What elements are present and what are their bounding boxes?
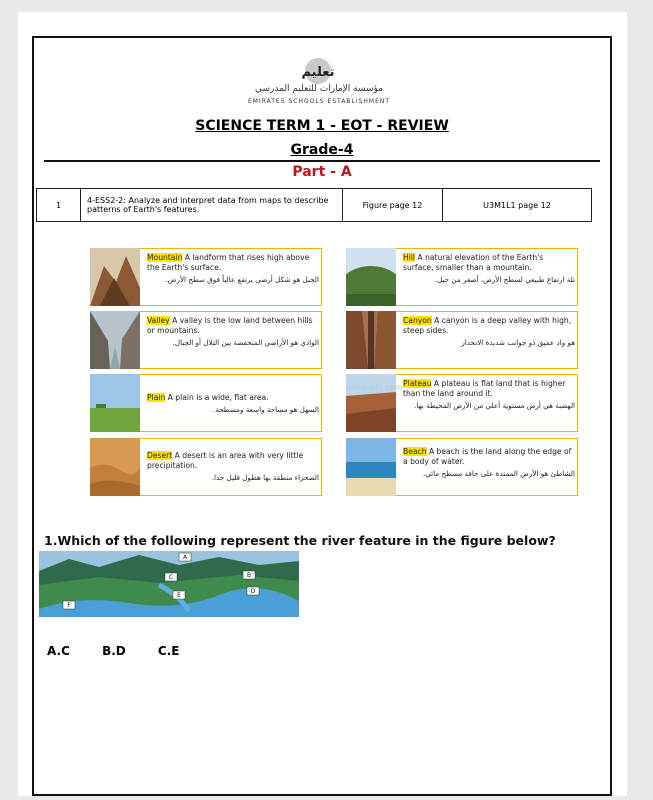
term-arabic: الوادي هو الأراضي المنخفضة بين التلال أو الجبال.: [172, 338, 319, 347]
landform-figure: [39, 551, 299, 617]
header-divider: [44, 160, 600, 162]
landform-card-desert: [90, 438, 322, 496]
term-definition: A canyon is a deep valley with high, steep sides.: [403, 316, 572, 335]
term-definition: A valley is the low land between hills or mountains.: [147, 316, 313, 335]
part-heading: Part - A: [292, 164, 352, 180]
hill-photo: [346, 248, 396, 306]
landform-card-plain: [90, 374, 322, 432]
option-b[interactable]: B.D: [102, 644, 126, 658]
term-label: Mountain: [147, 253, 183, 262]
term-label: Plateau: [403, 379, 432, 388]
landform-card-mountain: [90, 248, 322, 306]
term-arabic: الشاطئ هو الأرض الممتدة على حافة مسطح مائي.: [422, 469, 575, 478]
landform-card-canyon: [346, 311, 578, 369]
page-title: SCIENCE TERM 1 - EOT - REVIEW: [195, 118, 449, 134]
term-arabic: الجبل هو شكل أرضي يرتفع عالياً فوق سطح الأرض.: [165, 275, 319, 284]
term-label: Canyon: [403, 316, 432, 325]
figure-reference: Figure page 12: [343, 189, 443, 222]
logo-english-org: EMIRATES SCHOOLS ESTABLISHMENT: [247, 98, 391, 105]
term-definition: A plain is a wide, flat area.: [165, 393, 269, 402]
term-label: Plain: [147, 393, 166, 402]
figure-label-d: D: [250, 588, 256, 595]
figure-label-c: C: [168, 574, 174, 581]
option-a[interactable]: A.C: [47, 644, 70, 658]
landform-card-valley: [90, 311, 322, 369]
canyon-photo: [346, 311, 396, 369]
term-arabic: هو واد عميق ذو جوانب شديدة الانحدار: [461, 338, 575, 347]
term-arabic: الصحراء منطقة بها هطول قليل جدا.: [211, 473, 319, 482]
term-label: Hill: [403, 253, 416, 262]
landform-card-beach: [346, 438, 578, 496]
figure-label-e: E: [177, 592, 181, 599]
valley-photo: [90, 311, 140, 369]
unit-reference: U3M1L1 page 12: [443, 189, 592, 222]
page-border: [32, 36, 612, 796]
figure-label-f: F: [67, 602, 71, 609]
term-arabic: السهل هو مساحة واسعة ومسطحة.: [213, 405, 319, 414]
beach-photo: [346, 438, 396, 496]
term-definition: A desert is an area with very little precipitation.: [147, 451, 304, 470]
term-definition: A landform that rises high above the Earth's surface.: [147, 253, 310, 272]
term-arabic: تلة ارتفاع طبيعي لسطح الأرض، أصغر من جبل.: [434, 275, 575, 284]
plain-photo: [90, 374, 140, 432]
term-definition: A plateau is flat land that is higher than the land around it.: [403, 379, 566, 398]
grade-label: Grade-4: [290, 142, 354, 158]
school-logo: [234, 56, 404, 122]
logo-arabic-org: مؤسسة الإمارات للتعليم المدرسي: [255, 84, 383, 94]
landform-card-hill: [346, 248, 578, 306]
term-arabic: الهضبة هي أرض مستوية أعلى من الأرض المحيطة بها.: [414, 401, 575, 410]
answer-options: [47, 644, 207, 658]
option-c[interactable]: C.E: [157, 644, 180, 658]
figure-label-b: B: [246, 572, 252, 579]
term-definition: A natural elevation of the Earth's surface, smaller than a mountain.: [403, 253, 544, 272]
term-label: Beach: [403, 447, 427, 456]
question-text: 1.Which of the following represent the river feature in the figure below?: [44, 533, 556, 548]
row-number: 1: [37, 189, 81, 222]
worksheet-page: [18, 12, 627, 796]
term-label: Desert: [147, 451, 173, 460]
watermark: almanahj.com: [346, 383, 403, 392]
standards-table: [36, 188, 592, 222]
term-definition: A beach is the land along the edge of a body of water.: [403, 447, 572, 466]
standard-description: 4-ESS2-2: Analyze and interpret data from maps to describe patterns of Earth's features.: [81, 189, 343, 222]
taaleem-logo-icon: [292, 56, 344, 86]
table-row: [37, 189, 592, 222]
desert-photo: [90, 438, 140, 496]
figure-label-a: A: [182, 554, 188, 561]
svg-text:تعليم: تعليم: [301, 65, 335, 80]
mountain-photo: [90, 248, 140, 306]
term-label: Valley: [147, 316, 170, 325]
